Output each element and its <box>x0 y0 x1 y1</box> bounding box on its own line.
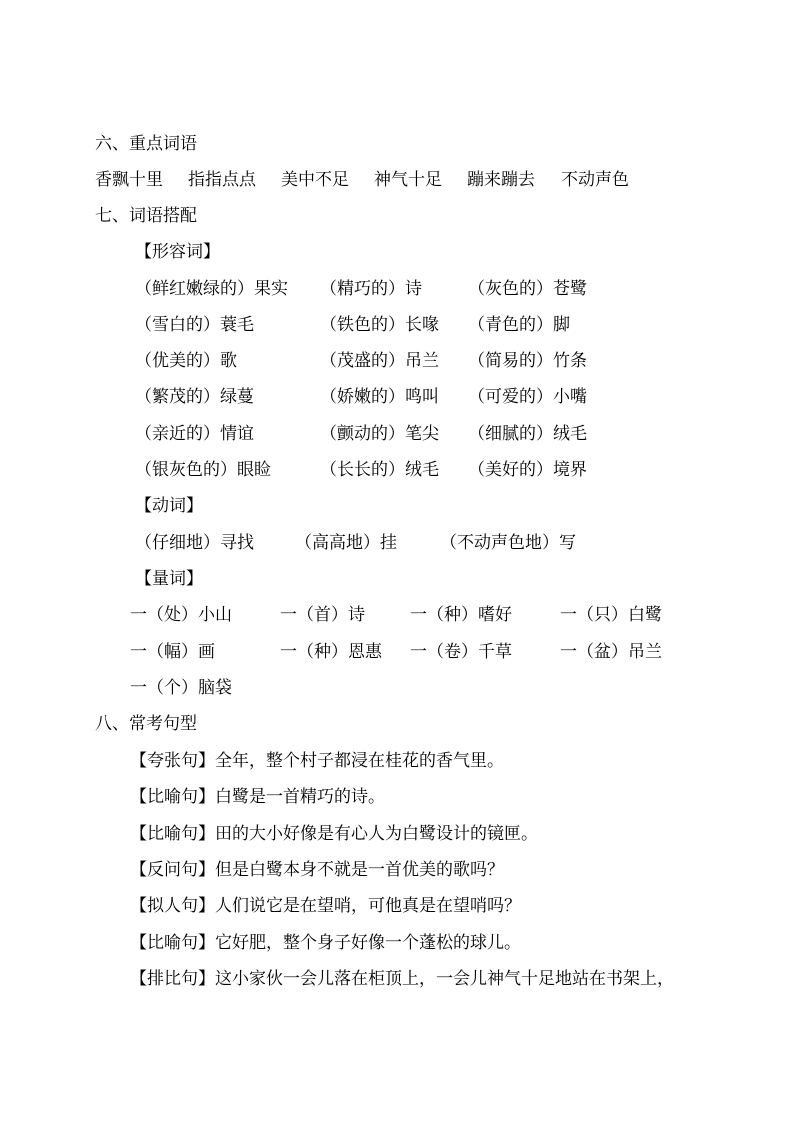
word-pair: （雪白的）蓑毛 <box>135 315 254 335</box>
key-word: 蹦来蹦去 <box>467 170 535 190</box>
word-pair: 一（首）诗 <box>280 605 365 625</box>
word-pair: 一（个）脑袋 <box>130 678 232 698</box>
word-pair: 一（卷）千草 <box>410 642 512 662</box>
word-pair: （银灰色的）眼睑 <box>135 460 271 480</box>
sentence-pattern: 【比喻句】田的大小好像是有心人为白鹭设计的镜匣。 <box>130 824 538 844</box>
word-pair: 一（处）小山 <box>130 605 232 625</box>
sentence-pattern: 【反问句】但是白鹭本身不就是一首优美的歌吗？ <box>130 860 504 880</box>
word-pair: （亲近的）情谊 <box>135 424 254 444</box>
word-pair: 一（幅）画 <box>130 642 215 662</box>
word-pair: （娇嫩的）鸣叫 <box>320 387 439 407</box>
word-pair: （细腻的）绒毛 <box>468 424 587 444</box>
key-word: 神气十足 <box>374 170 442 190</box>
adjective-label: 【形容词】 <box>135 242 220 262</box>
word-pair: （长长的）绒毛 <box>320 460 439 480</box>
sentence-pattern: 【比喻句】白鹭是一首精巧的诗。 <box>130 787 385 807</box>
word-pair: （优美的）歌 <box>135 351 237 371</box>
word-pair: （美好的）境界 <box>468 460 587 480</box>
sentence-pattern: 【拟人句】人们说它是在望哨，可他真是在望哨吗？ <box>130 896 521 916</box>
word-pair: 一（种）嗜好 <box>410 605 512 625</box>
word-pair: 一（只）白鹭 <box>560 605 662 625</box>
word-pair: （繁茂的）绿蔓 <box>135 387 254 407</box>
sentence-pattern: 【比喻句】它好肥，整个身子好像一个蓬松的球儿。 <box>130 933 521 953</box>
key-word: 美中不足 <box>281 170 349 190</box>
word-pair: （仔细地）寻找 <box>135 533 254 553</box>
sentence-pattern: 【夸张句】全年，整个村子都浸在桂花的香气里。 <box>130 751 504 771</box>
word-pair: （精巧的）诗 <box>320 279 422 299</box>
sentence-pattern: 【排比句】这小家伙一会儿落在柜顶上，一会儿神气十足地站在书架上， <box>130 969 674 989</box>
key-word: 指指点点 <box>188 170 256 190</box>
word-pair: 一（盆）吊兰 <box>560 642 662 662</box>
word-pair: （颤动的）笔尖 <box>320 424 439 444</box>
section-6-heading: 六、重点词语 <box>95 134 197 154</box>
word-pair: 一（种）恩惠 <box>280 642 382 662</box>
word-pair: （鲜红嫩绿的）果实 <box>135 279 288 299</box>
verb-label: 【动词】 <box>135 496 203 516</box>
word-pair: （青色的）脚 <box>468 315 570 335</box>
word-pair: （高高地）挂 <box>295 533 397 553</box>
word-pair: （茂盛的）吊兰 <box>320 351 439 371</box>
key-word: 不动声色 <box>561 170 629 190</box>
word-pair: （可爱的）小嘴 <box>468 387 587 407</box>
key-word: 香飘十里 <box>95 170 163 190</box>
word-pair: （铁色的）长喙 <box>320 315 439 335</box>
word-pair: （灰色的）苍鹭 <box>468 279 587 299</box>
section-7-heading: 七、词语搭配 <box>95 206 197 226</box>
word-pair: （不动声色地）写 <box>440 533 576 553</box>
word-pair: （简易的）竹条 <box>468 351 587 371</box>
measure-label: 【量词】 <box>135 569 203 589</box>
section-8-heading: 八、常考句型 <box>95 714 197 734</box>
